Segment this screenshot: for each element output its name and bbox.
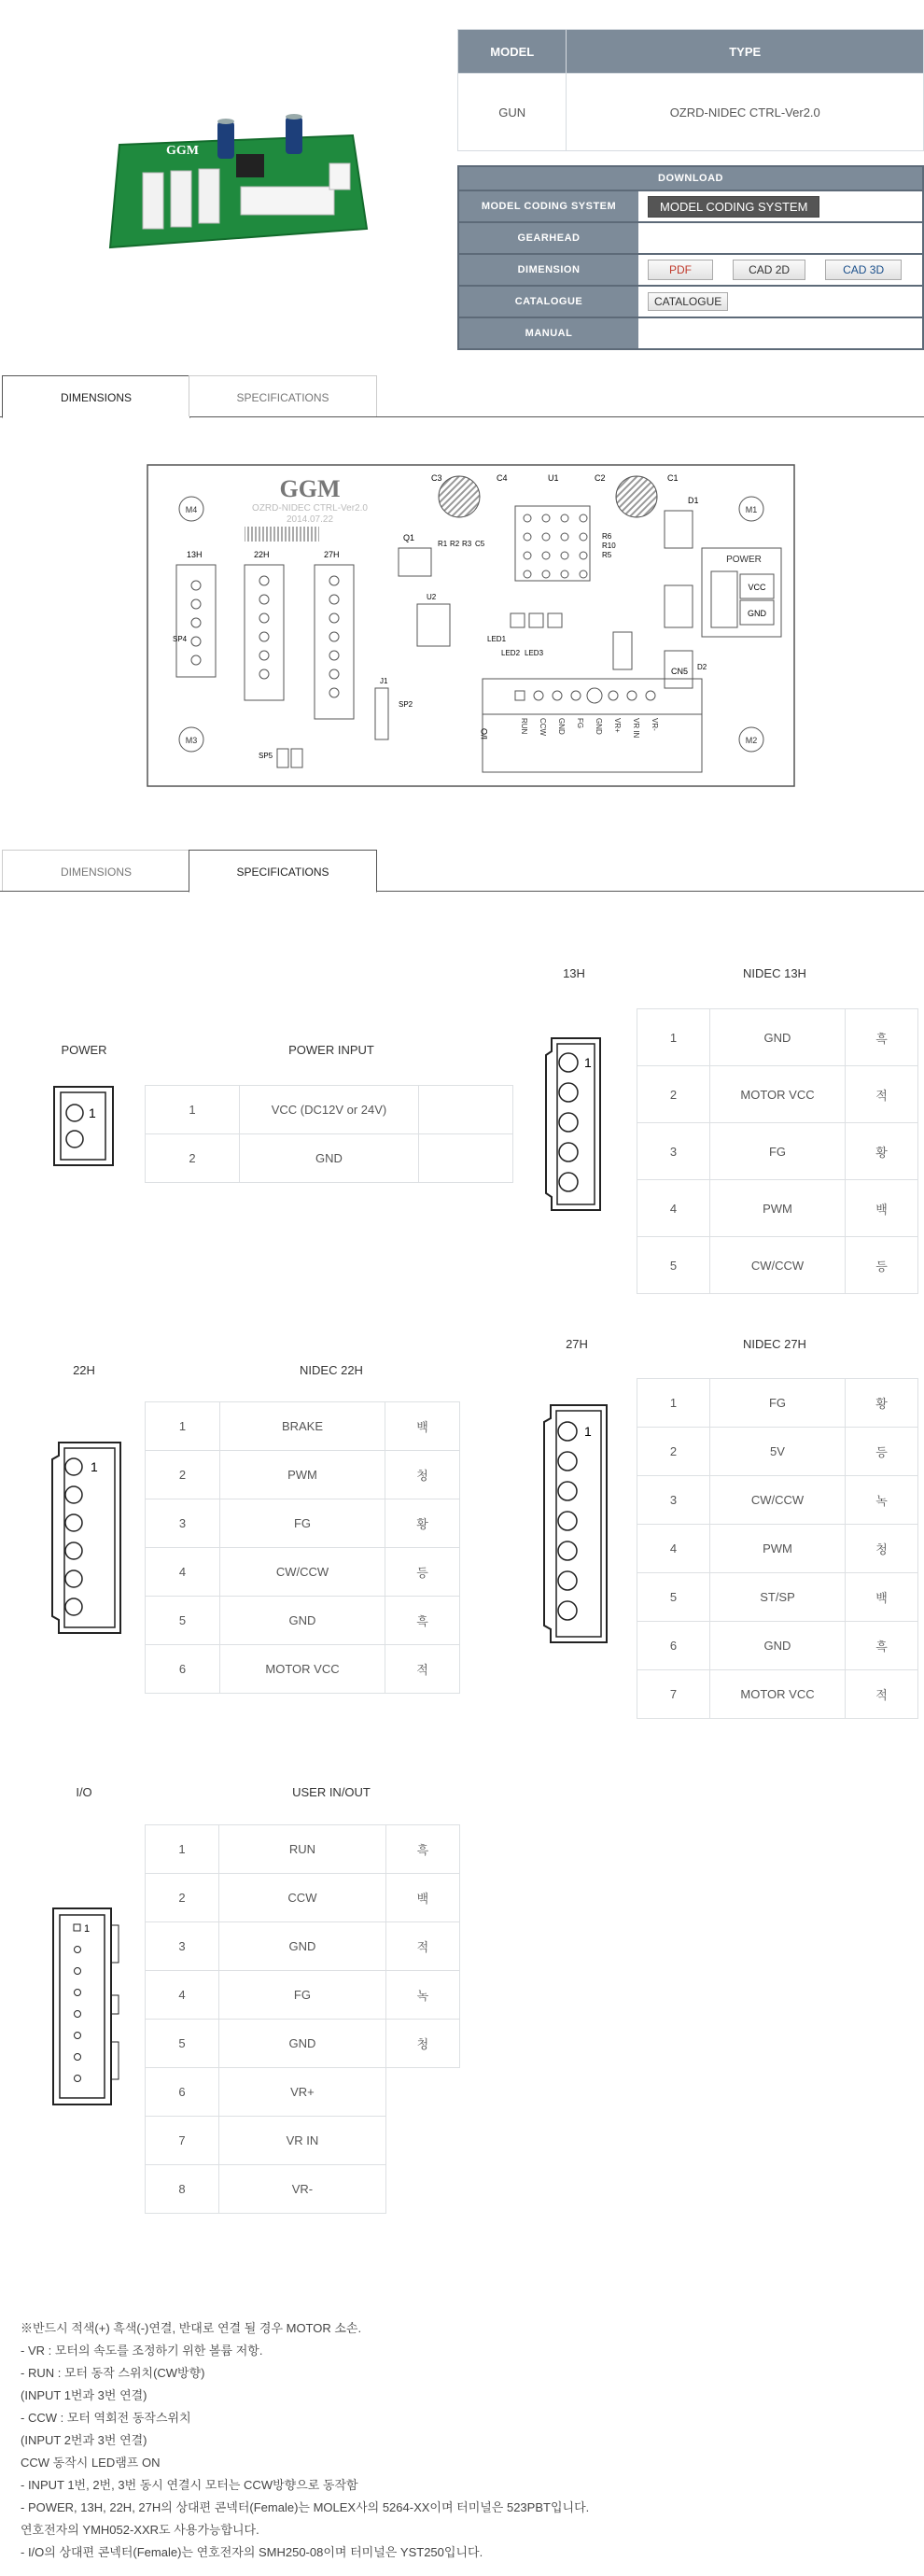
part-r2-label: R2 (450, 540, 460, 548)
part-c2-label: C2 (595, 473, 606, 483)
pin-cell: CCW (219, 1874, 386, 1922)
model-coding-label: MODEL CODING SYSTEM (458, 190, 638, 222)
pin-cell: GND (219, 1922, 386, 1971)
pin-cell: 백 (846, 1573, 918, 1622)
note-line: (INPUT 1번과 3번 연결) (21, 2388, 147, 2402)
pin-cell: MOTOR VCC (710, 1670, 846, 1719)
pin-cell: 5 (146, 1597, 220, 1645)
cn5-pin-ccw: CCW (539, 718, 547, 737)
svg-text:1: 1 (84, 1923, 91, 1935)
part-c3-label: C3 (431, 473, 442, 483)
tab-dimensions[interactable]: DIMENSIONS (2, 375, 190, 418)
cn5-pin-vrp: VR+ (613, 718, 622, 733)
type-value: OZRD-NIDEC CTRL-Ver2.0 (567, 74, 924, 151)
part-u1-label: U1 (548, 473, 559, 483)
pin-cell: GND (240, 1134, 419, 1183)
manual-value (638, 317, 923, 349)
notes-block (21, 2317, 907, 2564)
board-version: OZRD-NIDEC CTRL-Ver2.0 (252, 503, 368, 514)
pin-cell: 흑 (385, 1825, 459, 1874)
svg-text:1: 1 (584, 1424, 592, 1439)
pin-cell: 흑 (846, 1009, 918, 1066)
download-title: DOWNLOAD (458, 166, 923, 190)
note-line: - POWER, 13H, 22H, 27H의 상대편 콘넥터(Female)는 MOLEX사의 5264-XX이며 터미널은 523PBT입니다. (21, 2500, 590, 2514)
pin-cell: 3 (146, 1922, 219, 1971)
note-line: (INPUT 2번과 3번 연결) (21, 2433, 147, 2447)
note-line: CCW 동작시 LED램프 ON (21, 2456, 161, 2470)
cn5-pin-run: RUN (520, 718, 528, 735)
board-13h-label: 13H (187, 550, 203, 559)
pin-cell: 3 (146, 1499, 220, 1548)
pin-cell: 6 (637, 1622, 710, 1670)
pin-cell: 황 (385, 1499, 460, 1548)
part-j1-label: J1 (380, 677, 388, 685)
pin-cell: CW/CCW (220, 1548, 385, 1597)
pin-cell: FG (219, 1971, 386, 2020)
pin-cell (385, 2117, 459, 2165)
pin-cell: 등 (385, 1548, 460, 1597)
pin-cell: 적 (846, 1066, 918, 1123)
pin-cell: GND (219, 2020, 386, 2068)
pin-cell: 2 (146, 1451, 220, 1499)
io-connector-icon (51, 1907, 126, 2112)
pin-cell: 5 (637, 1573, 710, 1622)
cad3d-download-button[interactable]: CAD 3D (825, 260, 902, 280)
pdf-download-button[interactable]: PDF (648, 260, 713, 280)
io-pin-table (145, 1824, 460, 2214)
tab-bar-specifications (0, 850, 924, 892)
board-gnd-label: GND (748, 609, 766, 618)
pin-cell (419, 1134, 513, 1183)
io-label: I/O (76, 1785, 92, 1799)
board-vcc-label: VCC (748, 583, 766, 592)
power-title: POWER INPUT (288, 1043, 374, 1057)
pin-cell: 2 (637, 1066, 710, 1123)
pin-cell (385, 2165, 459, 2214)
pin-cell: 6 (146, 1645, 220, 1694)
part-c4-label: C4 (497, 473, 508, 483)
pin-cell: VCC (DC12V or 24V) (240, 1086, 419, 1134)
pin-cell: 백 (385, 1874, 459, 1922)
board-27h-label: 27H (324, 550, 340, 559)
pin-cell: 백 (846, 1180, 918, 1237)
cn5-pin-gnd2: GND (595, 718, 603, 735)
pin-cell: 6 (146, 2068, 219, 2117)
pin-cell: 황 (846, 1123, 918, 1180)
pin-cell: 청 (846, 1525, 918, 1573)
gearhead-label: GEARHEAD (458, 222, 638, 254)
pin-cell: VR- (219, 2165, 386, 2214)
pin-cell: 적 (385, 1645, 460, 1694)
pin-cell: 적 (846, 1670, 918, 1719)
board-power-label: POWER (726, 555, 762, 565)
board-logo: GGM (279, 475, 341, 502)
pin-cell: FG (710, 1379, 846, 1428)
pin-cell: 2 (146, 1134, 240, 1183)
io-title: USER IN/OUT (292, 1785, 371, 1799)
pin-cell: PWM (710, 1180, 846, 1237)
pin-cell: PWM (710, 1525, 846, 1573)
tab-specifications-2[interactable]: SPECIFICATIONS (189, 850, 377, 893)
part-r1-label: R1 (438, 540, 448, 548)
pin-cell: RUN (219, 1825, 386, 1874)
pin-cell: ST/SP (710, 1573, 846, 1622)
pin-cell: 3 (637, 1476, 710, 1525)
pin-cell: 8 (146, 2165, 219, 2214)
pin-cell: GND (710, 1622, 846, 1670)
pin-cell: 2 (146, 1874, 219, 1922)
pin-cell: 1 (146, 1086, 240, 1134)
pin-cell: 1 (146, 1402, 220, 1451)
catalogue-label: CATALOGUE (458, 286, 638, 317)
pin-cell: 1 (637, 1379, 710, 1428)
board-io-label: I/O (480, 727, 489, 739)
h13-label: 13H (563, 966, 585, 980)
h27-label: 27H (566, 1337, 588, 1351)
pin-cell: 녹 (846, 1476, 918, 1525)
dimension-label: DIMENSION (458, 254, 638, 286)
pin-cell: 흑 (385, 1597, 460, 1645)
pin-cell: VR IN (219, 2117, 386, 2165)
pin-cell: 4 (146, 1548, 220, 1597)
note-line: - RUN : 모터 동작 스위치(CW방향) (21, 2366, 205, 2380)
pin-cell: 5 (146, 2020, 219, 2068)
part-sp5-label: SP5 (259, 752, 273, 760)
h22-connector-icon (49, 1441, 124, 1641)
pin-cell: FG (710, 1123, 846, 1180)
board-cn5-label: CN5 (670, 667, 688, 676)
pin-cell: 적 (385, 1922, 459, 1971)
note-line: 연호전자의 YMH052-XXR도 사용가능합니다. (21, 2523, 259, 2537)
h27-connector-icon (541, 1403, 611, 1651)
pin-cell: 백 (385, 1402, 460, 1451)
pin-cell (419, 1086, 513, 1134)
pin-cell: GND (220, 1597, 385, 1645)
pin-cell: 녹 (385, 1971, 459, 2020)
model-type-table (457, 29, 924, 151)
part-led2-label: LED2 (501, 649, 521, 657)
power-label: POWER (61, 1043, 107, 1057)
model-coding-button[interactable]: MODEL CODING SYSTEM (648, 196, 819, 218)
part-c5-label: C5 (475, 540, 485, 548)
pin-cell: 황 (846, 1379, 918, 1428)
power-connector-icon (51, 1085, 117, 1174)
note-line: ※반드시 적색(+) 흑색(-)연결, 반대로 연결 될 경우 MOTOR 소손. (21, 2321, 362, 2335)
part-sp2-label: SP2 (399, 700, 413, 709)
type-header: TYPE (567, 30, 924, 74)
tab-dimensions-2[interactable]: DIMENSIONS (2, 850, 190, 891)
pin-cell: 1 (637, 1009, 710, 1066)
cn5-pin-fg: FG (576, 718, 584, 729)
pin-cell: 7 (146, 2117, 219, 2165)
pin-cell: 4 (637, 1180, 710, 1237)
h13-title: NIDEC 13H (743, 966, 806, 980)
pin-cell: CW/CCW (710, 1476, 846, 1525)
h22-label: 22H (73, 1363, 95, 1377)
part-led1-label: LED1 (487, 635, 507, 643)
hole-m1-label: M1 (745, 505, 758, 514)
power-pin-table (145, 1085, 513, 1183)
board-date: 2014.07.22 (286, 514, 334, 525)
note-line: - INPUT 1번, 2번, 3번 동시 연결시 모터는 CCW방향으로 동작함 (21, 2478, 358, 2492)
part-c1-label: C1 (667, 473, 679, 483)
pin-cell: 4 (146, 1971, 219, 2020)
part-d1-label: D1 (688, 496, 699, 505)
model-value: GUN (458, 74, 567, 151)
pin-cell: 청 (385, 2020, 459, 2068)
h27-pin-table (637, 1378, 918, 1719)
cn5-pin-vrm: VR- (651, 718, 659, 731)
h22-pin-table (145, 1401, 460, 1694)
hole-m4-label: M4 (185, 505, 198, 514)
pin-cell: 2 (637, 1428, 710, 1476)
tab-bar-dimensions (0, 375, 924, 417)
pin-cell: 등 (846, 1428, 918, 1476)
pin-cell: MOTOR VCC (710, 1066, 846, 1123)
pin-cell: MOTOR VCC (220, 1645, 385, 1694)
product-photo (101, 107, 371, 257)
part-led3-label: LED3 (525, 649, 544, 657)
board-22h-label: 22H (254, 550, 270, 559)
gearhead-value (638, 222, 923, 254)
cad2d-download-button[interactable]: CAD 2D (733, 260, 805, 280)
pin-cell: 흑 (846, 1622, 918, 1670)
hole-m3-label: M3 (185, 736, 198, 745)
part-r10-label: R10 (602, 542, 616, 550)
note-line: - VR : 모터의 속도를 조정하기 위한 볼륨 저항. (21, 2344, 263, 2358)
pin-cell: VR+ (219, 2068, 386, 2117)
pin-cell: 7 (637, 1670, 710, 1719)
h22-title: NIDEC 22H (300, 1363, 363, 1377)
part-r5-label: R5 (602, 551, 612, 559)
part-sp4-label: SP4 (173, 635, 188, 643)
part-u2-label: U2 (427, 593, 437, 601)
cn5-pin-vrin: VR IN (632, 718, 640, 739)
cn5-pin-gnd1: GND (557, 718, 566, 735)
pin-cell: 5 (637, 1237, 710, 1294)
pin-cell: 1 (146, 1825, 219, 1874)
part-r3-label: R3 (462, 540, 472, 548)
pin-cell: 청 (385, 1451, 460, 1499)
h27-title: NIDEC 27H (743, 1337, 806, 1351)
pin-cell: FG (220, 1499, 385, 1548)
svg-text:1: 1 (584, 1055, 592, 1070)
pin-cell: 3 (637, 1123, 710, 1180)
catalogue-button[interactable]: CATALOGUE (648, 292, 728, 311)
svg-text:1: 1 (89, 1105, 96, 1120)
pin-cell: GND (710, 1009, 846, 1066)
part-d2-label: D2 (697, 663, 707, 671)
model-header: MODEL (458, 30, 567, 74)
hole-m2-label: M2 (745, 736, 758, 745)
svg-text:1: 1 (91, 1459, 98, 1474)
note-line: - CCW : 모터 역회전 동작스위치 (21, 2411, 191, 2425)
part-q1-label: Q1 (403, 533, 415, 542)
pin-cell: 5V (710, 1428, 846, 1476)
note-line: - I/O의 상대편 콘넥터(Female)는 연호전자의 SMH250-08이며 터미널은 YST250입니다. (21, 2545, 483, 2559)
pin-cell: 4 (637, 1525, 710, 1573)
download-table (457, 165, 924, 350)
manual-label: MANUAL (458, 317, 638, 349)
part-r6-label: R6 (602, 532, 612, 541)
h13-connector-icon (544, 1036, 609, 1218)
pin-cell: BRAKE (220, 1402, 385, 1451)
pin-cell: CW/CCW (710, 1237, 846, 1294)
h13-pin-table (637, 1008, 918, 1294)
tab-specifications[interactable]: SPECIFICATIONS (189, 375, 377, 416)
board-dimension-drawing (147, 464, 795, 787)
photo-logo-text: GGM (166, 144, 199, 158)
pin-cell: PWM (220, 1451, 385, 1499)
pin-cell (385, 2068, 459, 2117)
pin-cell: 등 (846, 1237, 918, 1294)
